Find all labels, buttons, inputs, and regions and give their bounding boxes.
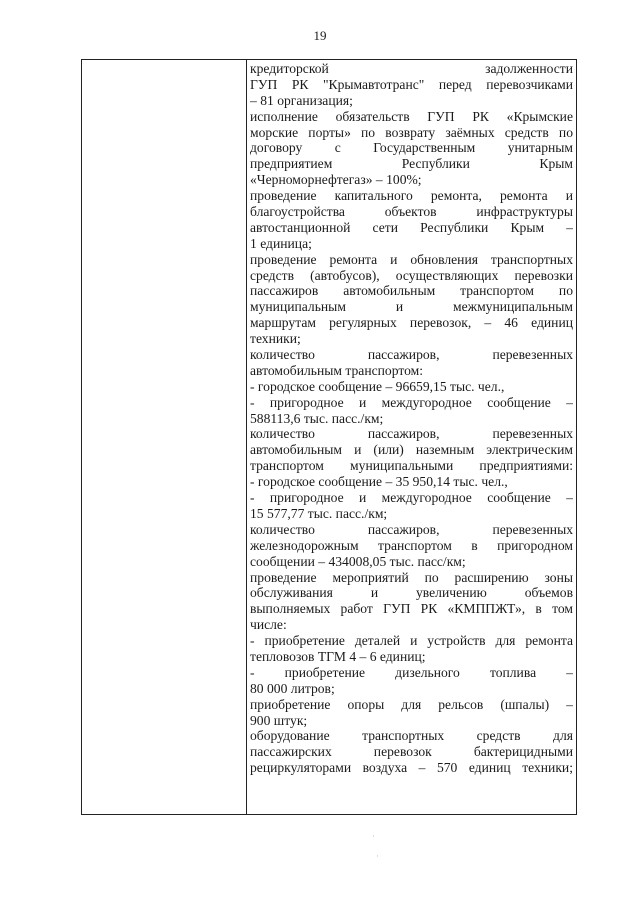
text-line: ГУП РК "Крымавтотранс" перед перевозчиками <box>250 76 573 92</box>
text-line: – 81 организация; <box>250 92 353 108</box>
scan-speck: · <box>372 831 375 841</box>
text-line: благоустройства объектов инфраструктуры <box>250 204 573 220</box>
scan-speck: · <box>376 851 379 861</box>
text-line: автомобильным и (или) наземным электрическим <box>250 442 573 458</box>
text-line: «Черноморнефтегаз» – 100%; <box>250 172 422 188</box>
text-line: приобретение опоры для рельсов (шпалы) – <box>250 696 573 712</box>
text-line: оборудование транспортных средств для <box>250 728 573 744</box>
page-number: 19 <box>313 28 327 43</box>
text-line: проведение капитального ремонта, ремонта и <box>250 188 573 204</box>
text-line: 1 единица; <box>250 235 312 251</box>
text-line: морские порты» по возврату заёмных средств по <box>250 124 573 140</box>
text-line: 80 000 литров; <box>250 680 335 696</box>
text-line: 588113,6 тыс. пасс./км; <box>250 410 384 426</box>
text-line: автомобильным транспортом: <box>250 362 424 378</box>
text-line: исполнение обязательств ГУП РК «Крымские <box>250 108 573 124</box>
text-line: пассажиров автомобильным транспортом по <box>250 283 573 299</box>
table-left-cell <box>82 60 247 814</box>
table-right-cell <box>250 61 573 776</box>
text-line: тепловозов ТГМ 4 – 6 единиц; <box>250 648 426 664</box>
text-line: сообщении – 434008,05 тыс. пасс/км; <box>250 553 466 569</box>
text-line: - приобретение деталей и устройств для ремонта <box>250 633 573 649</box>
text-line: 15 577,77 тыс. пасс./км; <box>250 505 388 521</box>
text-line: проведение ремонта и обновления транспортных <box>250 251 573 267</box>
text-line: количество пассажиров, перевезенных <box>250 521 573 537</box>
text-line: - городское сообщение – 96659,15 тыс. чел., <box>250 378 505 394</box>
text-line: - городское сообщение – 35 950,14 тыс. чел., <box>250 474 508 490</box>
text-line: техники; <box>250 331 301 347</box>
text-line: предприятием Республики Крым <box>250 156 573 172</box>
text-line: средств (автобусов), осуществляющих перевозки <box>250 267 573 283</box>
text-line: пассажирских перевозок бактерицидными <box>250 744 573 760</box>
text-line: проведение мероприятий по расширению зоны <box>250 569 573 585</box>
text-line: железнодорожным транспортом в пригородном <box>250 537 573 553</box>
text-line: числе: <box>250 617 287 633</box>
document-table <box>81 59 577 815</box>
text-line: количество пассажиров, перевезенных <box>250 426 573 442</box>
text-line: муниципальным и межмуниципальным <box>250 299 573 315</box>
text-line: автостанционной сети Республики Крым – <box>250 219 573 235</box>
text-line: количество пассажиров, перевезенных <box>250 347 573 363</box>
text-line: 900 штук; <box>250 712 308 728</box>
text-line: маршрутам регулярных перевозок, – 46 единиц <box>250 315 573 331</box>
text-line: - приобретение дизельного топлива – <box>250 664 573 680</box>
text-line: рециркуляторами воздуха – 570 единиц техники; <box>250 760 573 776</box>
text-line: выполняемых работ ГУП РК «КМППЖТ», в том <box>250 601 573 617</box>
text-line: кредиторской задолженности <box>250 61 573 76</box>
text-line: транспортом муниципальными предприятиями: <box>250 458 573 474</box>
text-line: обслуживания и увеличению объемов <box>250 585 573 601</box>
text-line: - пригородное и междугородное сообщение – <box>250 490 573 506</box>
text-line: договору с Государственным унитарным <box>250 140 573 156</box>
text-line: - пригородное и междугородное сообщение – <box>250 394 573 410</box>
